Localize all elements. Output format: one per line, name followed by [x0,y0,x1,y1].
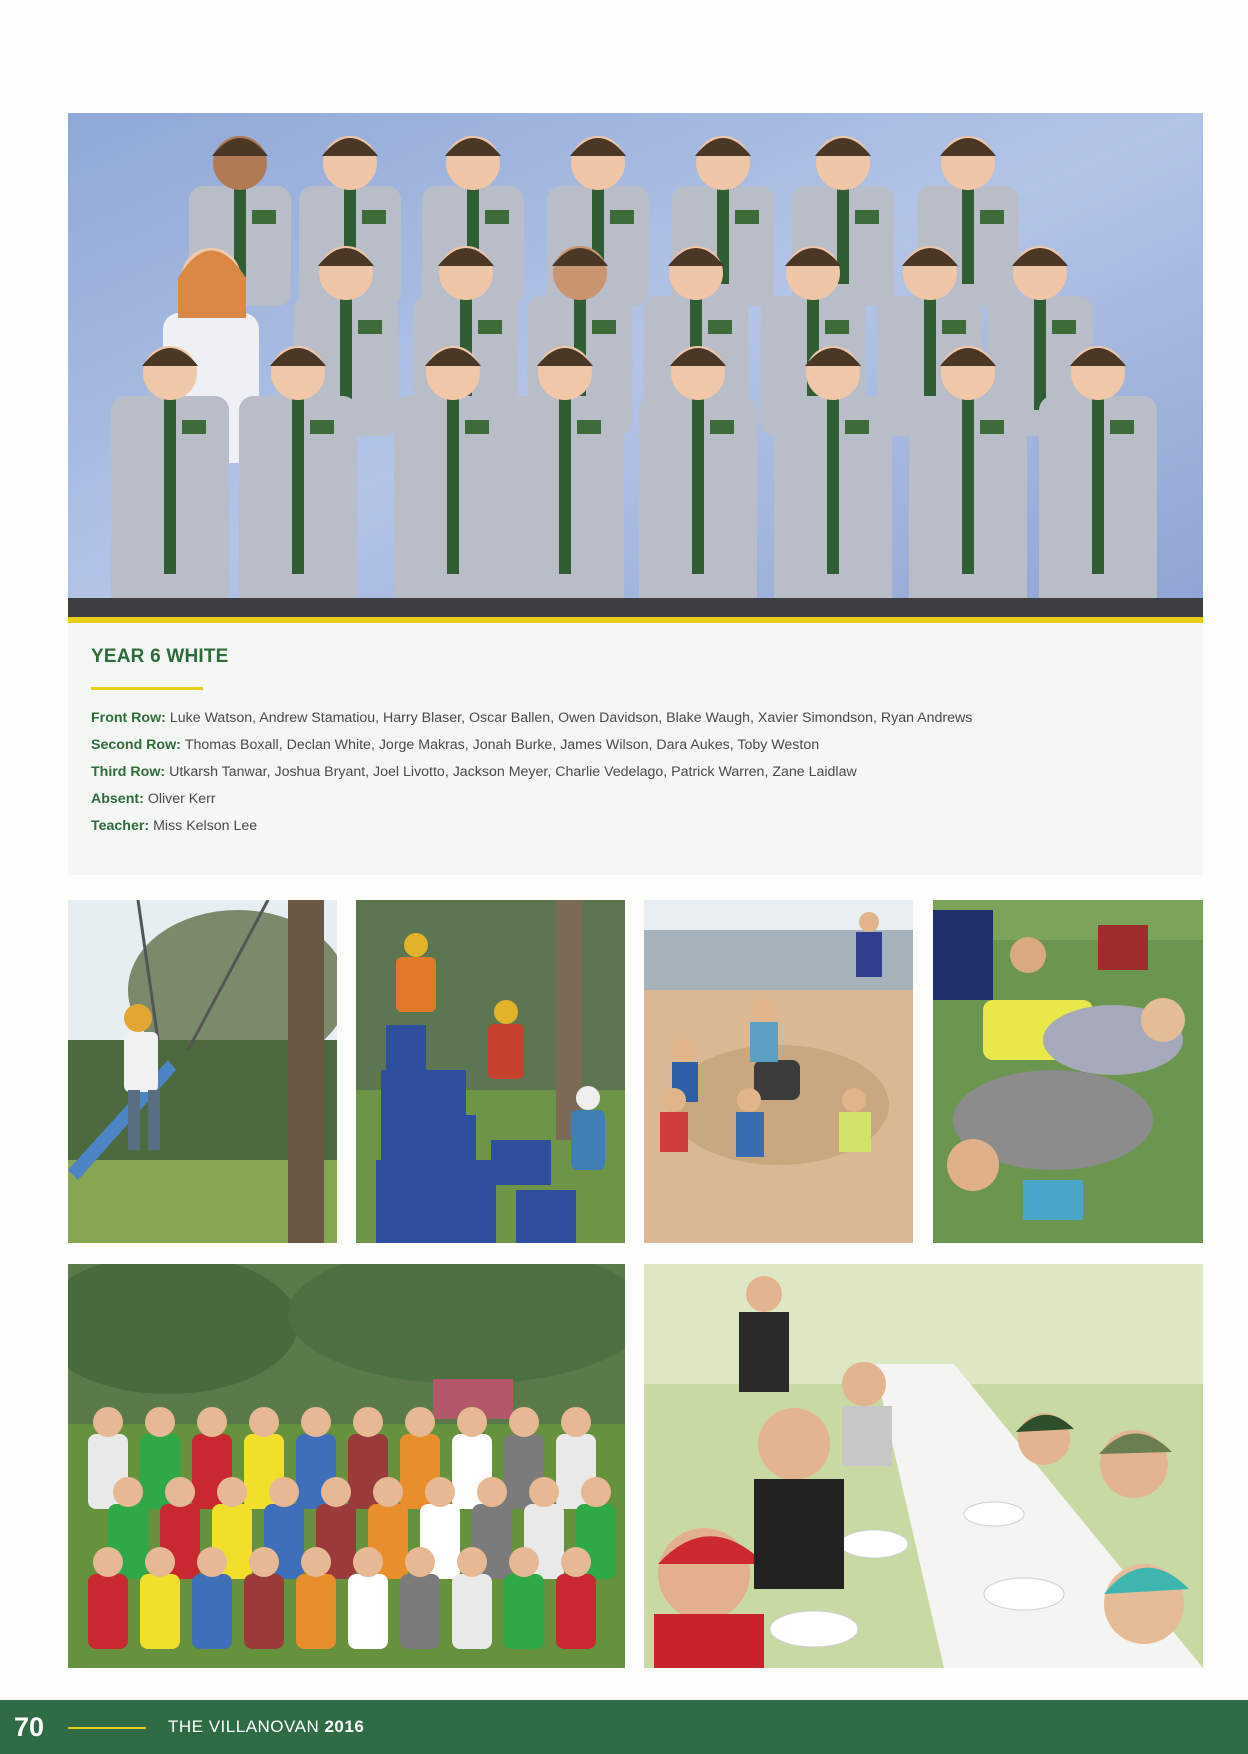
third-row-label: Third Row: [91,764,166,780]
camp-photo-group [68,1264,625,1668]
camp-photo-lunch-table [644,1264,1203,1668]
title-underline [91,687,203,690]
second-row-label: Second Row: [91,737,181,753]
camp-photo-grass-pile [933,900,1203,1243]
second-row-names [91,737,819,753]
absent-names [91,791,216,807]
camp-photo-beach [644,900,913,1243]
page-number: 70 [14,1712,45,1742]
teacher-value: Miss Kelson Lee [153,818,258,834]
class-photo [68,113,1203,618]
publication-year: 2016 [324,1717,365,1736]
camp-photo-crate-stack [356,900,625,1243]
class-title: YEAR 6 WHITE [91,646,229,667]
third-row-names [91,764,857,780]
absent-list: Oliver Kerr [147,791,216,807]
teacher-label: Teacher: [91,818,150,834]
publication-title [168,1717,364,1737]
third-row-list: Utkarsh Tanwar, Joshua Bryant, Joel Livotto, Jackson Meyer, Charlie Vedelago, Patrick Warren, Zane Laidlaw [169,764,857,780]
publication-name: THE VILLANOVAN [168,1717,320,1736]
second-row-list: Thomas Boxall, Declan White, Jorge Makras, Jonah Burke, James Wilson, Dara Aukes, Toby Weston [184,737,820,753]
camp-photo-swing [68,900,337,1243]
teacher-name [91,818,257,834]
footer-divider [68,1727,146,1729]
front-row-names [91,710,972,726]
front-row-list: Luke Watson, Andrew Stamatiou, Harry Blaser, Oscar Ballen, Owen Davidson, Blake Waugh, Xavier Simondson, Ryan Andrews [169,710,973,726]
absent-label: Absent: [91,791,144,807]
front-row-label: Front Row: [91,710,166,726]
